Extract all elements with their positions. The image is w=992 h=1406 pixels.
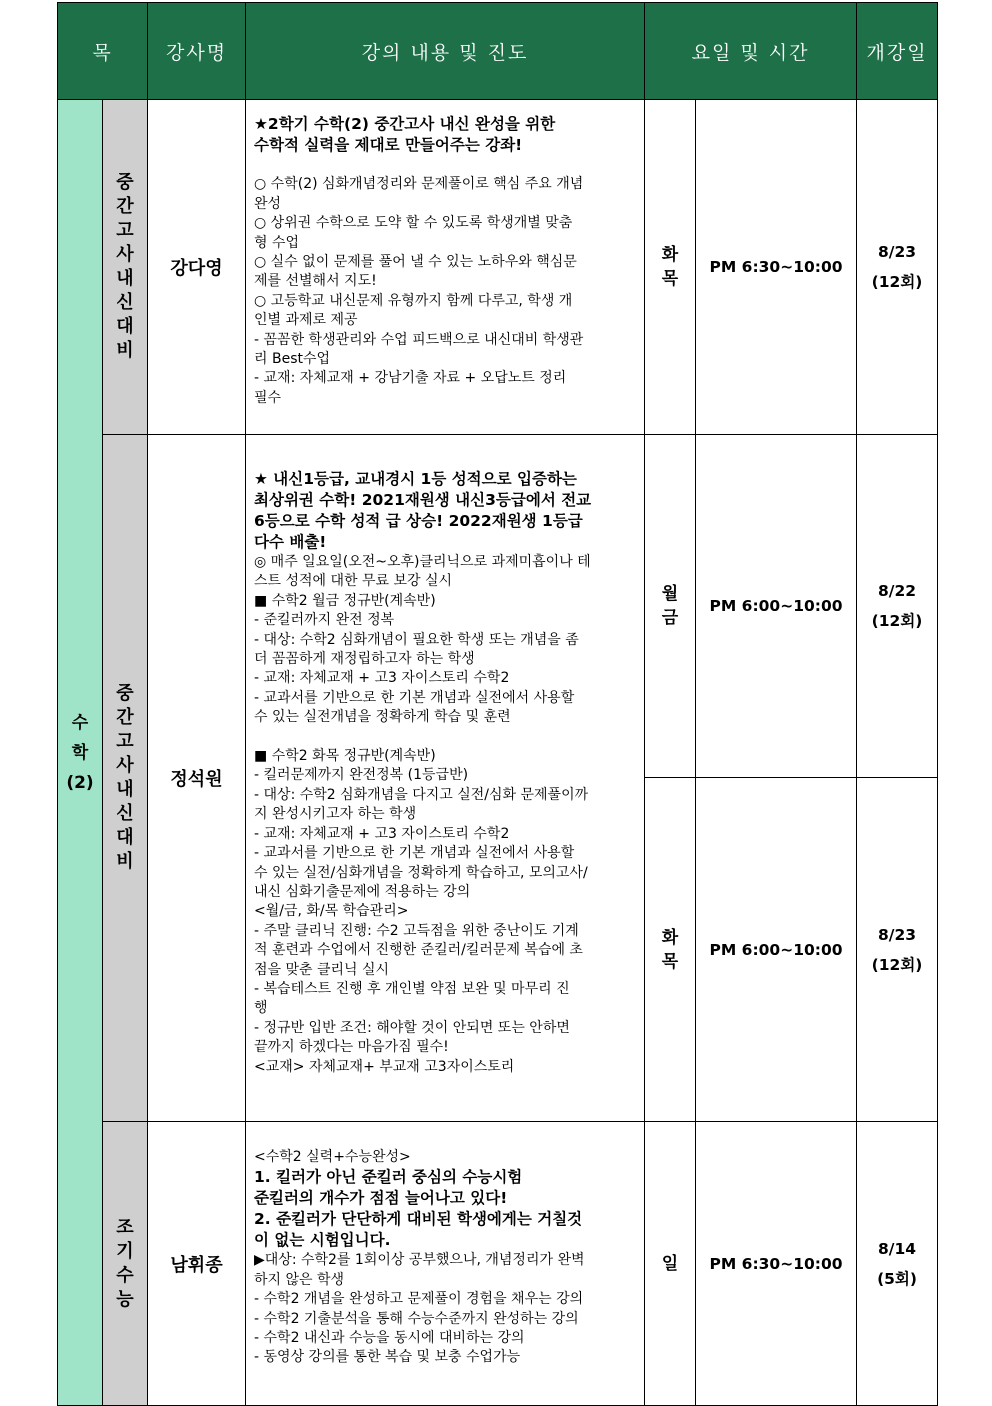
course-description [246,100,645,435]
course-table [57,2,938,1406]
description-line: - 주말 클리닉 진행: 수2 고득점을 위한 중난이도 기계 [254,922,579,939]
start-date: 8/23 [878,243,917,261]
header-schedule: 요일 및 시간 [645,3,857,100]
day-cell [645,100,696,435]
course-row [58,435,938,778]
course-description [246,435,645,1122]
description-line: - 준킬러까지 완전 정복 [254,612,395,629]
category-label: 중간고사내신대비 [116,172,134,361]
description-line: - 수학2 내신과 수능을 동시에 대비하는 강의 [254,1330,525,1347]
description-line: - 교재: 자체교재 + 강남기출 자료 + 오답노트 정리 [254,370,567,387]
session-count: (12회) [871,955,923,974]
day-label: 화목 [661,927,679,972]
description-line: ■ 수학2 화목 정규반(계속반) [254,748,436,765]
description-line: 수 있는 실전/심화개념을 정확하게 학습하고, 모의고사/ [254,864,588,881]
day-cell [645,778,696,1122]
description-line: - 동영상 강의를 통한 복습 및 보충 수업가능 [254,1349,521,1366]
description-line: 점을 맞춘 클리닉 실시 [254,961,390,978]
description-line: 스트 성적에 대한 무료 보강 실시 [254,573,453,590]
subject-line: (2) [66,772,94,793]
instructor-name: 남휘종 [148,1122,246,1406]
description-line: 준킬러의 개수가 점점 늘어나고 있다! [254,1189,508,1208]
description-line: - 정규반 입반 조건: 해야할 것이 안되면 또는 안하면 [254,1019,570,1036]
description-line: - 교과서를 기반으로 한 기본 개념과 실전에서 사용할 [254,845,575,862]
day-label: 화목 [661,245,679,289]
instructor-name: 강다영 [148,100,246,435]
description-line: ▶대상: 수학2를 1회이상 공부했으나, 개념정리가 완벽 [254,1252,585,1269]
description-line: 리 Best수업 [254,351,331,368]
description-line: ★ 내신1등급, 교내경시 1등 성적으로 입증하는 [254,470,577,488]
day-cell [645,1122,696,1406]
session-count: (12회) [871,273,923,291]
description-line: ○ 상위권 수학으로 도약 할 수 있도록 학생개별 맞춤 [254,215,573,232]
description-line: 필수 [254,389,282,406]
time-label: PM 6:30~10:00 [696,100,857,435]
category-cell [103,100,148,435]
description-line: 하지 않은 학생 [254,1271,345,1288]
description-line: 형 수업 [254,234,300,251]
day-label: 일 [661,1253,679,1274]
day-cell [645,435,696,778]
start-cell [857,1122,938,1406]
description-line: 제를 선별해서 지도! [254,273,377,290]
description-line: - 킬러문제까지 완전정복 (1등급반) [254,767,469,784]
description-line: 내신 심화기출문제에 적용하는 강의 [254,883,471,900]
description-line: - 수학2 기출분석을 통해 수능수준까지 완성하는 강의 [254,1310,579,1327]
description-lines [254,114,636,408]
description-lines [254,1148,636,1368]
course-schedule-page [57,2,937,1403]
description-line: - 교과서를 기반으로 한 기본 개념과 실전에서 사용할 [254,689,575,706]
description-line: ○ 실수 없이 문제를 풀어 낼 수 있는 노하우와 핵심문 [254,254,577,271]
description-line: - 꼼꼼한 학생관리와 수업 피드백으로 내신대비 학생관 [254,331,584,348]
description-line: 최상위권 수학! 2021재원생 내신3등급에서 전교 [254,491,592,509]
header-row [58,3,938,100]
description-line: 다수 배출! [254,533,327,551]
description-line: ○ 수학(2) 심화개념정리와 문제풀이로 핵심 주요 개념 [254,176,584,193]
session-count: (5회) [877,1269,917,1288]
description-line: 지 완성시키고자 하는 학생 [254,806,417,823]
start-cell [857,778,938,1122]
start-date: 8/23 [878,925,917,944]
subject-line: 수 [71,712,89,733]
header-instructor: 강사명 [148,3,246,100]
description-line: ○ 고등학교 내신문제 유형까지 함께 다루고, 학생 개 [254,292,573,309]
description-line: ◎ 매주 일요일(오전~오후)클리닉으로 과제미흡이나 테 [254,554,591,570]
description-line: 더 꼼꼼하게 재정립하고자 하는 학생 [254,651,475,668]
description-line: - 복습테스트 진행 후 개인별 약점 보완 및 마무리 진 [254,980,570,997]
subject-cell [58,100,103,1406]
description-line: 수 있는 실전개념을 정확하게 학습 및 훈련 [254,709,511,726]
category-label: 중간고사내신대비 [116,683,134,872]
instructor-name: 정석원 [148,435,246,1122]
description-line: 행 [254,1000,268,1017]
start-cell [857,435,938,778]
category-cell [103,1122,148,1406]
description-line: 이 없는 시험입니다. [254,1231,391,1250]
description-line: ■ 수학2 월금 정규반(계속반) [254,592,436,609]
header-content: 강의 내용 및 진도 [246,3,645,100]
time-label: PM 6:30~10:00 [696,1122,857,1406]
course-row [58,100,938,435]
header-subject: 목 [58,3,148,100]
subject-line: 학 [71,742,89,763]
description-lines [254,469,636,1077]
session-count: (12회) [871,612,923,630]
course-description [246,1122,645,1406]
day-label: 월금 [661,584,679,628]
description-line: - 교재: 자체교재 + 고3 자이스토리 수학2 [254,825,510,842]
time-label: PM 6:00~10:00 [696,435,857,778]
category-label: 조기수능 [116,1216,134,1310]
description-line: <교재> 자체교재+ 부교재 고3자이스토리 [254,1058,515,1075]
description-line: - 대상: 수학2 심화개념이 필요한 학생 또는 개념을 좀 [254,631,579,648]
time-label: PM 6:00~10:00 [696,778,857,1122]
description-line: 인별 과제로 제공 [254,312,358,329]
header-start-date: 개강일 [857,3,938,100]
description-line: 6등으로 수학 성적 급 상승! 2022재원생 1등급 [254,512,583,530]
description-line: - 대상: 수학2 심화개념을 다지고 실전/심화 문제풀이까 [254,786,589,803]
start-cell [857,100,938,435]
description-line: <월/금, 화/목 학습관리> [254,903,409,920]
description-line: 1. 킬러가 아닌 준킬러 중심의 수능시험 [254,1168,523,1187]
description-line [254,728,636,747]
description-line: 2. 준킬러가 단단하게 대비된 학생에게는 거칠것 [254,1210,583,1229]
description-line: 완성 [254,195,282,212]
start-date: 8/14 [878,1239,917,1258]
description-line: 적 훈련과 수업에서 진행한 준킬러/킬러문제 복습에 초 [254,942,583,959]
description-line: <수학2 실력+수능완성> [254,1149,411,1165]
category-cell [103,435,148,1122]
description-line: - 교재: 자체교재 + 고3 자이스토리 수학2 [254,670,510,687]
start-date: 8/22 [878,582,917,600]
description-line: ★2학기 수학(2) 중간고사 내신 완성을 위한 [254,115,556,133]
course-row [58,1122,938,1406]
description-line [254,156,636,175]
description-line: 끝까지 하겠다는 마음가짐 필수! [254,1039,449,1056]
description-line: 수학적 실력을 제대로 만들어주는 강좌! [254,136,523,154]
description-line: - 수학2 개념을 완성하고 문제풀이 경험을 채우는 강의 [254,1291,584,1308]
